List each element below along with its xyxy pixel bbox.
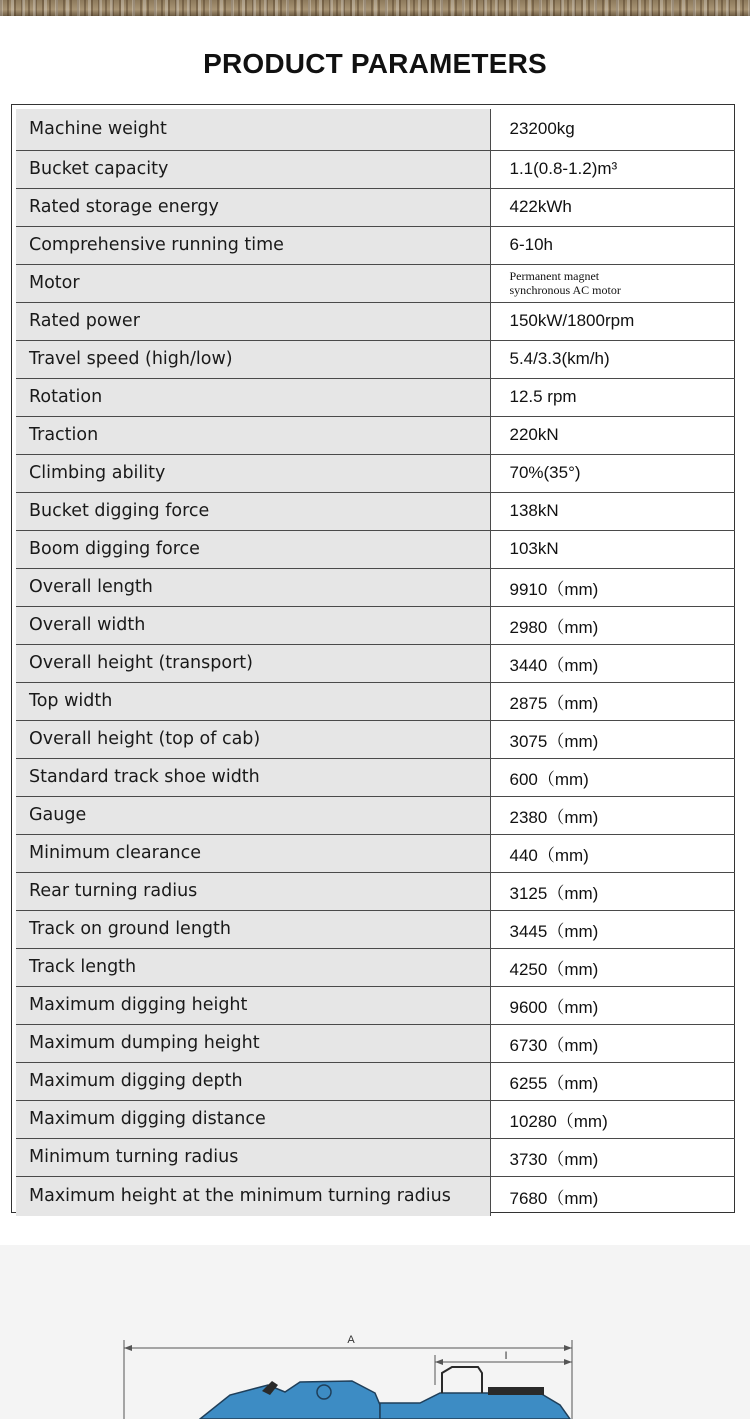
dimension-a-label: A bbox=[347, 1334, 355, 1346]
table-row bbox=[16, 606, 735, 644]
table-row bbox=[16, 568, 735, 606]
parameter-label: Bucket capacity bbox=[16, 150, 490, 188]
parameter-label: Climbing ability bbox=[16, 454, 490, 492]
parameter-value: 4250（mm) bbox=[490, 948, 735, 986]
parameter-label: Standard track shoe width bbox=[16, 758, 490, 796]
parameter-value: 6-10h bbox=[490, 226, 735, 264]
parameter-value: 3440（mm) bbox=[490, 644, 735, 682]
table-row bbox=[16, 1062, 735, 1100]
parameter-value: 2980（mm) bbox=[490, 606, 735, 644]
page-title: PRODUCT PARAMETERS bbox=[203, 48, 547, 79]
parameter-value: 23200kg bbox=[490, 109, 735, 150]
parameter-value: 6255（mm) bbox=[490, 1062, 735, 1100]
parameter-value: 1.1(0.8-1.2)m³ bbox=[490, 150, 735, 188]
excavator-body bbox=[380, 1393, 570, 1419]
parameter-value: 9910（mm) bbox=[490, 568, 735, 606]
table-row bbox=[16, 1024, 735, 1062]
parameter-label: Top width bbox=[16, 682, 490, 720]
parameter-value: 600（mm) bbox=[490, 758, 735, 796]
table-row bbox=[16, 188, 735, 226]
table-row bbox=[16, 109, 735, 150]
table-row bbox=[16, 378, 735, 416]
parameter-label: Machine weight bbox=[16, 109, 490, 150]
parameter-label: Maximum digging distance bbox=[16, 1100, 490, 1138]
engine-hood bbox=[488, 1387, 544, 1395]
parameter-value: 5.4/3.3(km/h) bbox=[490, 340, 735, 378]
table-row bbox=[16, 454, 735, 492]
parameter-value: 2875（mm) bbox=[490, 682, 735, 720]
table-row bbox=[16, 340, 735, 378]
table-row bbox=[16, 1100, 735, 1138]
table-row bbox=[16, 986, 735, 1024]
parameter-value: 440（mm) bbox=[490, 834, 735, 872]
parameter-label: Maximum dumping height bbox=[16, 1024, 490, 1062]
parameter-label: Rear turning radius bbox=[16, 872, 490, 910]
parameter-label: Overall height (top of cab) bbox=[16, 720, 490, 758]
parameter-label: Track on ground length bbox=[16, 910, 490, 948]
parameter-value: 3125（mm) bbox=[490, 872, 735, 910]
excavator-dimension-drawing bbox=[0, 1245, 750, 1419]
parameter-value: 70%(35°) bbox=[490, 454, 735, 492]
parameter-value: Permanent magnet synchronous AC motor bbox=[490, 264, 735, 302]
parameter-value: 138kN bbox=[490, 492, 735, 530]
parameter-label: Rated storage energy bbox=[16, 188, 490, 226]
cab-railing bbox=[442, 1367, 482, 1393]
table-row bbox=[16, 872, 735, 910]
table-row bbox=[16, 1176, 735, 1216]
parameter-value: 10280（mm) bbox=[490, 1100, 735, 1138]
parameter-label: Travel speed (high/low) bbox=[16, 340, 490, 378]
excavator-boom bbox=[200, 1381, 380, 1419]
parameter-label: Maximum digging depth bbox=[16, 1062, 490, 1100]
table-row bbox=[16, 948, 735, 986]
table-row bbox=[16, 416, 735, 454]
table-row bbox=[16, 834, 735, 872]
parameter-label: Overall width bbox=[16, 606, 490, 644]
parameter-label: Comprehensive running time bbox=[16, 226, 490, 264]
parameter-label: Maximum height at the minimum turning radius bbox=[16, 1176, 490, 1216]
parameter-value: 3075（mm) bbox=[490, 720, 735, 758]
table-row bbox=[16, 530, 735, 568]
table-row bbox=[16, 758, 735, 796]
parameter-value: 3445（mm) bbox=[490, 910, 735, 948]
table-row bbox=[16, 302, 735, 340]
parameter-label: Boom digging force bbox=[16, 530, 490, 568]
parameter-label: Gauge bbox=[16, 796, 490, 834]
parameter-label: Rated power bbox=[16, 302, 490, 340]
table-row bbox=[16, 150, 735, 188]
parameter-value: 150kW/1800rpm bbox=[490, 302, 735, 340]
parameter-value: 2380（mm) bbox=[490, 796, 735, 834]
parameter-value: 3730（mm) bbox=[490, 1138, 735, 1176]
table-row bbox=[16, 226, 735, 264]
parameter-label: Maximum digging height bbox=[16, 986, 490, 1024]
parameter-value: 103kN bbox=[490, 530, 735, 568]
parameter-label: Overall length bbox=[16, 568, 490, 606]
table-row bbox=[16, 644, 735, 682]
table-row bbox=[16, 796, 735, 834]
parameter-value: 220kN bbox=[490, 416, 735, 454]
parameter-value: 9600（mm) bbox=[490, 986, 735, 1024]
parameters-table-frame bbox=[11, 104, 735, 1213]
table-row bbox=[16, 682, 735, 720]
parameters-table bbox=[16, 109, 735, 1216]
dimension-i-label: I bbox=[504, 1350, 508, 1362]
parameter-label: Minimum turning radius bbox=[16, 1138, 490, 1176]
parameter-label: Traction bbox=[16, 416, 490, 454]
table-row bbox=[16, 720, 735, 758]
parameter-label: Bucket digging force bbox=[16, 492, 490, 530]
parameter-label: Rotation bbox=[16, 378, 490, 416]
table-row bbox=[16, 264, 735, 302]
table-row bbox=[16, 1138, 735, 1176]
parameter-value: 7680（mm) bbox=[509, 1188, 599, 1208]
table-row bbox=[16, 492, 735, 530]
parameter-label: Minimum clearance bbox=[16, 834, 490, 872]
excavator-diagram bbox=[0, 1245, 750, 1419]
parameter-value: 422kWh bbox=[490, 188, 735, 226]
table-row bbox=[16, 910, 735, 948]
parameter-label: Track length bbox=[16, 948, 490, 986]
parameter-value: 12.5 rpm bbox=[490, 378, 735, 416]
header-photo-strip bbox=[0, 0, 750, 16]
parameter-label: Overall height (transport) bbox=[16, 644, 490, 682]
parameter-value: 6730（mm) bbox=[490, 1024, 735, 1062]
parameter-label: Motor bbox=[16, 264, 490, 302]
